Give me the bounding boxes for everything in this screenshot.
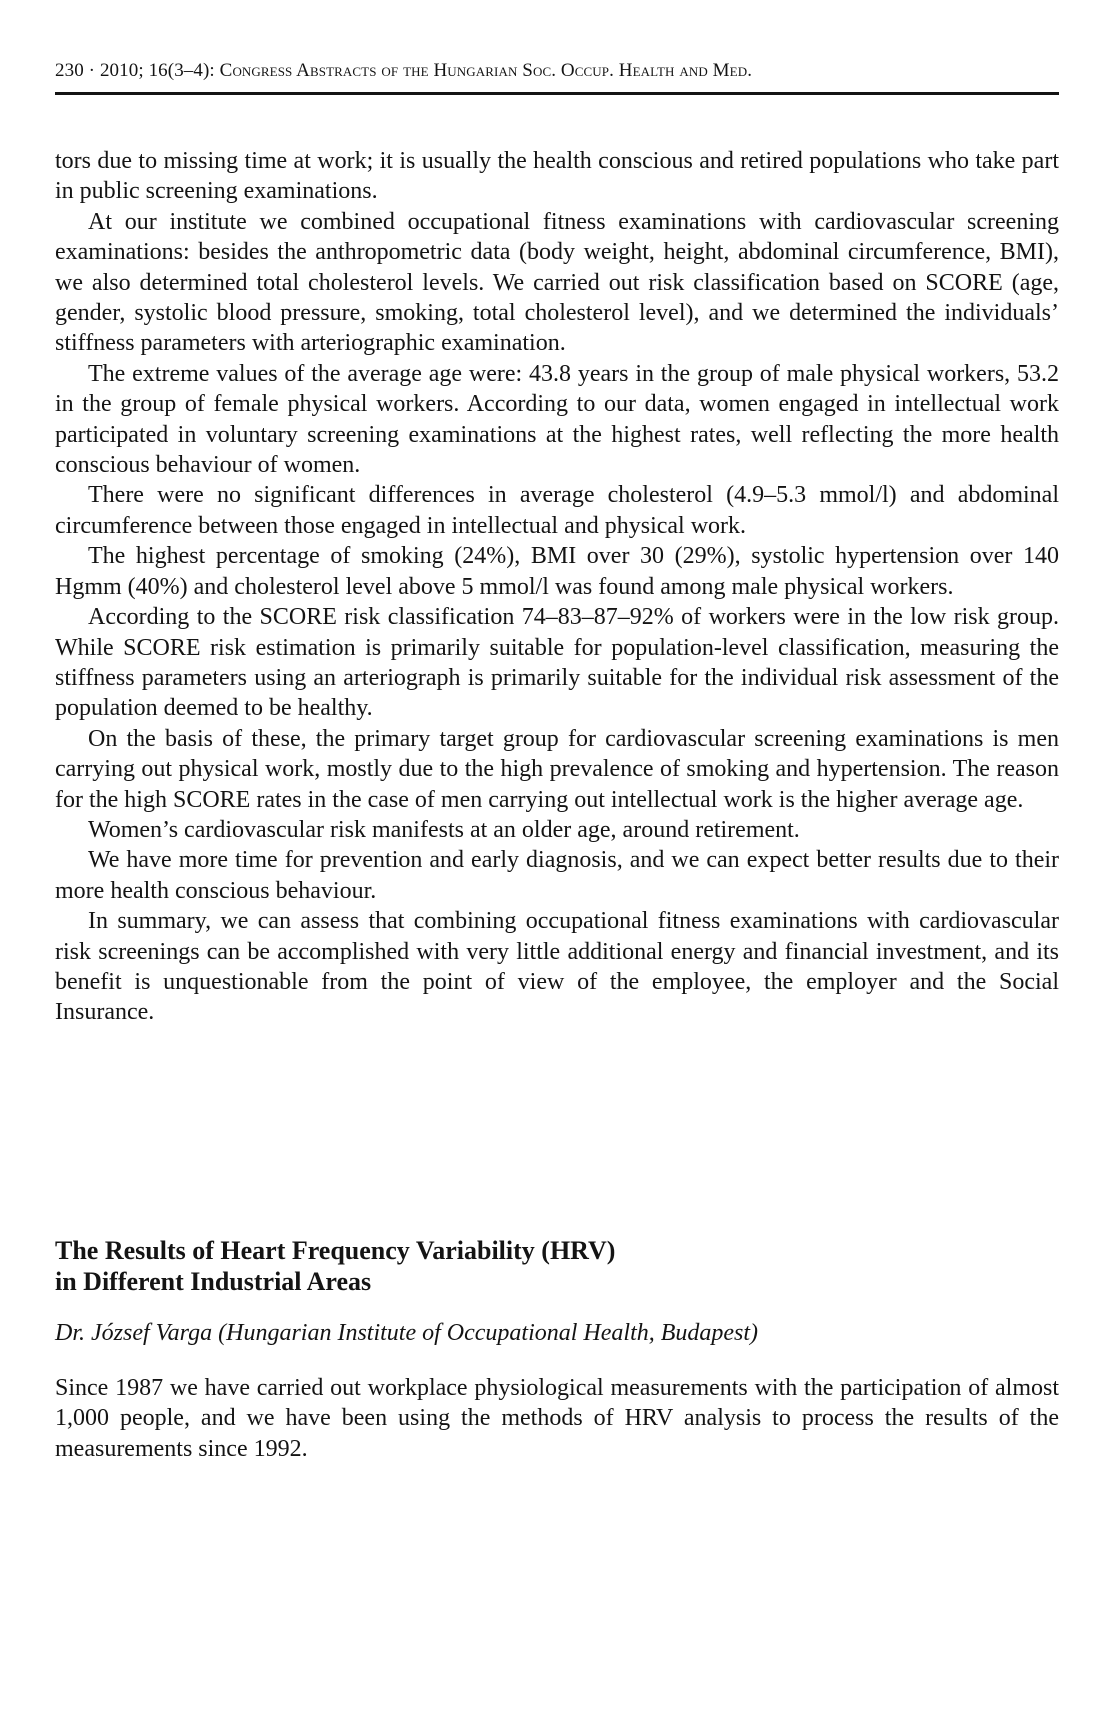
paragraph: According to the SCORE risk classification 74–83–87–92% of workers were in the low risk group. While SCORE risk estimation is primarily suitable for population-level classification, measuring the stiffness parameters using an arteriograph is primarily suitable for the individual risk assessment of the population deemed to be healthy. bbox=[55, 604, 1059, 722]
header-separator: · bbox=[83, 60, 100, 81]
paragraph: tors due to missing time at work; it is usually the health conscious and retired populations who take part in public screening examinations. bbox=[55, 148, 1059, 205]
article-title-line-1: The Results of Heart Frequency Variability (HRV) bbox=[55, 1236, 616, 1265]
paragraph: The highest percentage of smoking (24%), BMI over 30 (29%), systolic hypertension over 140 Hgmm (40%) and cholesterol level above 5 mmol/l was found among male physical workers. bbox=[55, 543, 1059, 600]
volume-issue: 2010; 16(3–4): bbox=[99, 60, 220, 81]
header-rule bbox=[55, 92, 1059, 95]
paragraph: In summary, we can assess that combining occupational fitness examinations with cardiovascular risk screenings can be accomplished with very little additional energy and financial investment, and its benefit is unquestionable from the point of view of the employee, the employer and the Social Insurance. bbox=[55, 908, 1059, 1026]
article-author: Dr. József Varga (Hungarian Institute of Occupational Health, Budapest) bbox=[55, 1320, 759, 1346]
journal-title: Congress Abstracts of the Hungarian Soc. Occup. Health and Med. bbox=[219, 60, 753, 81]
paragraph: The extreme values of the average age were: 43.8 years in the group of male physical workers, 53.2 in the group of female physical workers. According to our data, women engaged in intellectual work participated in voluntary screening examinations at the highest rates, well reflecting the more health conscious behaviour of women. bbox=[55, 360, 1059, 479]
paragraph: There were no significant differences in average cholesterol (4.9–5.3 mmol/l) and abdominal circumference between those engaged in intellectual and physical work. bbox=[55, 482, 1059, 539]
continued-article-body bbox=[55, 146, 1059, 1028]
paragraph: At our institute we combined occupational fitness examinations with cardiovascular screening examinations: besides the anthropometric data (body weight, height, abdominal circumference, BMI), we also determined total cholesterol levels. We carried out risk classification based on SCORE (age, gender, systolic blood pressure, smoking, total cholesterol level), and we determined the individuals’ stiffness parameters with arteriographic examination. bbox=[55, 208, 1059, 357]
page-number: 230 bbox=[55, 60, 84, 81]
article-title-line-2: in Different Industrial Areas bbox=[55, 1267, 372, 1296]
article-title bbox=[55, 1235, 1059, 1297]
running-header bbox=[55, 58, 1059, 84]
paragraph: We have more time for prevention and early diagnosis, and we can expect better results due to their more health conscious behaviour. bbox=[55, 847, 1059, 904]
article-abstract-paragraph: Since 1987 we have carried out workplace physiological measurements with the participation of almost 1,000 people, and we have been using the methods of HRV analysis to process the results of the measurements since 1992. bbox=[55, 1375, 1059, 1462]
paragraph: On the basis of these, the primary target group for cardiovascular screening examinations is men carrying out physical work, mostly due to the high prevalence of smoking and hypertension. The reason for the high SCORE rates in the case of men carrying out intellectual work is the higher average age. bbox=[55, 725, 1059, 813]
paragraph: Women’s cardiovascular risk manifests at an older age, around retirement. bbox=[88, 816, 800, 843]
